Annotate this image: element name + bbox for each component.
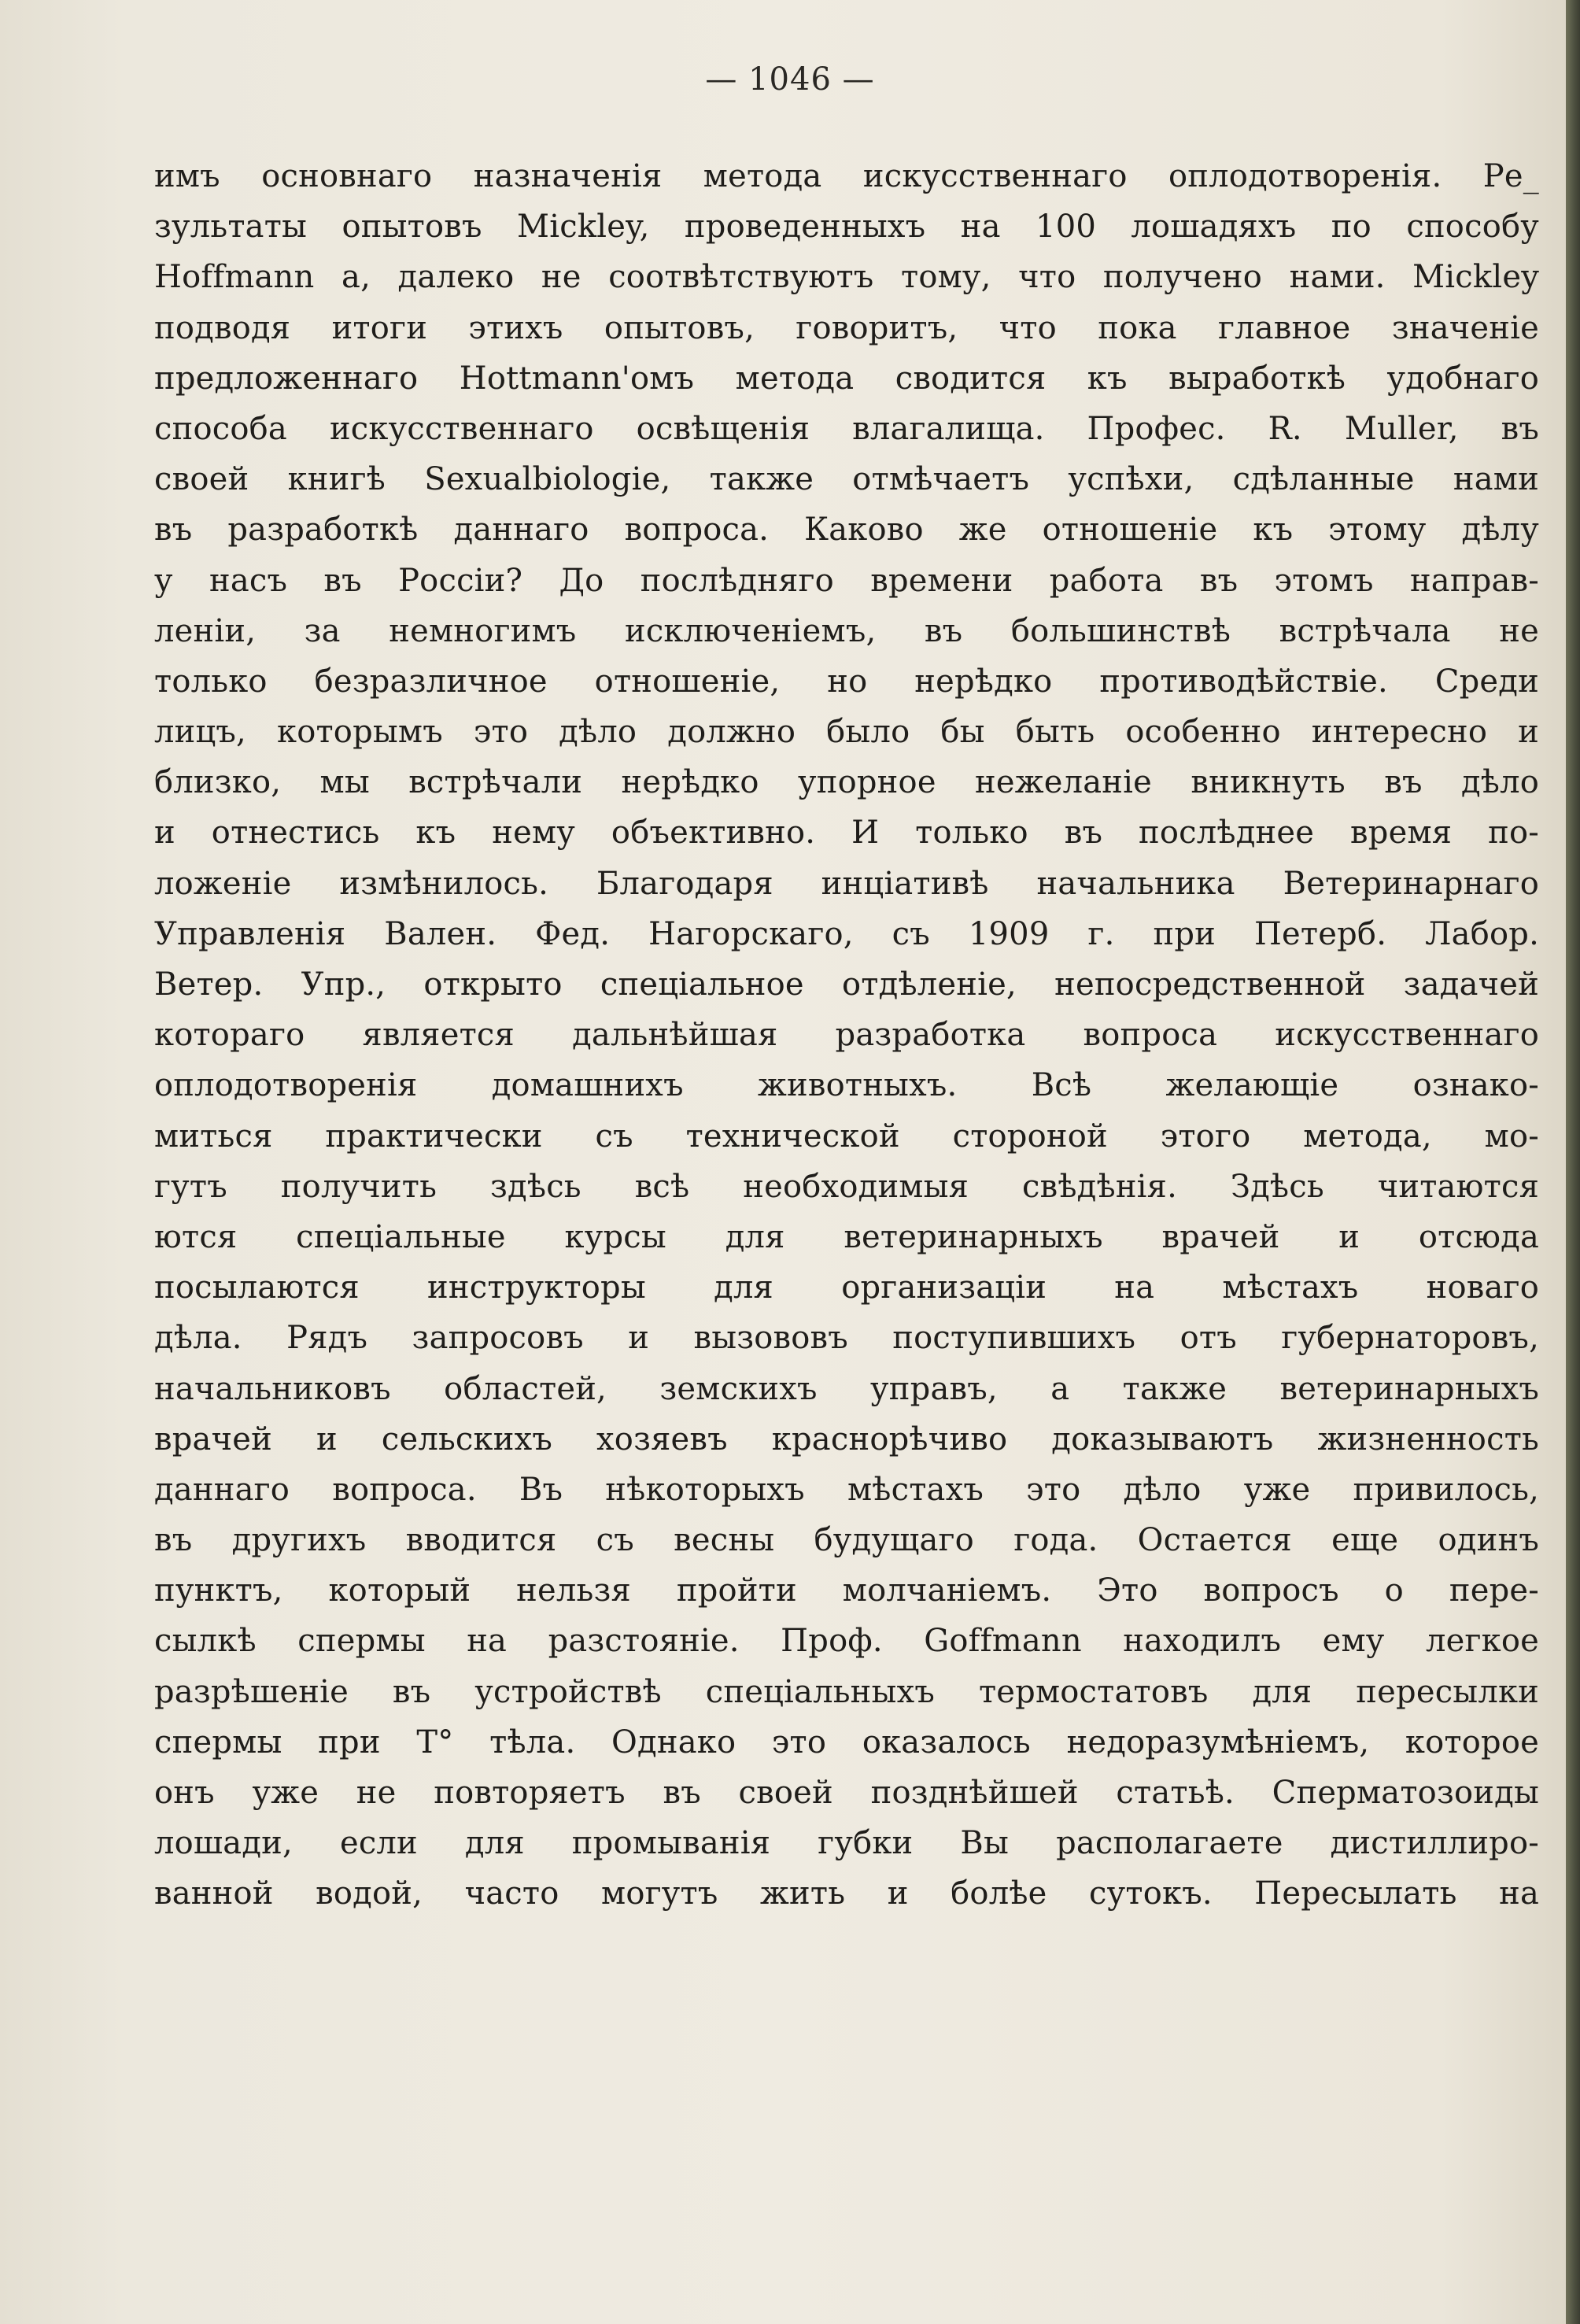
text-line: Управленія Вален. Фед. Нагорскаго, съ 1909 г. при Петерб. Лабор.: [154, 915, 1539, 952]
text-line: Ветер. Упр., открыто спеціальное отдѣленіе, непосредственной задачей: [154, 966, 1539, 1003]
text-line: близко, мы встрѣчали нерѣдко упорное нежеланіе вникнуть въ дѣло: [154, 764, 1539, 801]
text-line: даннаго вопроса. Въ нѣкоторыхъ мѣстахъ это дѣло уже привилось,: [154, 1471, 1539, 1508]
text-line: лицъ, которымъ это дѣло должно было бы быть особенно интересно и: [154, 714, 1539, 751]
text-line: миться практически съ технической стороной этого метода, мо-: [154, 1118, 1539, 1155]
text-line: зультаты опытовъ Mickley, проведенныхъ на 100 лошадяхъ по способу: [154, 209, 1539, 246]
text-line: леніи, за немногимъ исключеніемъ, въ большинствѣ встрѣчала не: [154, 612, 1539, 649]
text-line: ванной водой, часто могутъ жить и болѣе сутокъ. Пересылать на: [154, 1875, 1539, 1912]
text-line: ложеніе измѣнилось. Благодаря инціативѣ начальника Ветеринарнаго: [154, 865, 1539, 902]
text-line: посылаются инструкторы для организаціи на мѣстахъ новаго: [154, 1269, 1539, 1306]
page-binding-edge: [1566, 0, 1580, 2324]
text-line: предложеннаго Hottmann'омъ метода сводится къ выработкѣ удобнаго: [154, 360, 1539, 397]
text-line: сылкѣ спермы на разстояніе. Проф. Goffmann находилъ ему легкое: [154, 1623, 1539, 1660]
page-number: — 1046 —: [705, 61, 875, 98]
text-line: въ разработкѣ даннаго вопроса. Каково же отношеніе къ этому дѣлу: [154, 512, 1539, 549]
text-line: котораго является дальнѣйшая разработка вопроса искусственнаго: [154, 1017, 1539, 1054]
text-line: дѣла. Рядъ запросовъ и вызововъ поступившихъ отъ губернаторовъ,: [154, 1320, 1539, 1357]
text-line: врачей и сельскихъ хозяевъ краснорѣчиво доказываютъ жизненность: [154, 1421, 1539, 1458]
text-line: лошади, если для промыванія губки Вы располагаете дистиллиро-: [154, 1825, 1539, 1862]
text-line: пунктъ, который нельзя пройти молчаніемъ. Это вопросъ о пере-: [154, 1572, 1539, 1609]
text-line: разрѣшеніе въ устройствѣ спеціальныхъ термостатовъ для пересылки: [154, 1673, 1539, 1710]
text-line: способа искусственнаго освѣщенія влагалища. Профес. R. Muller, въ: [154, 410, 1539, 447]
text-line: ются спеціальные курсы для ветеринарныхъ врачей и отсюда: [154, 1218, 1539, 1255]
text-line: спермы при T° тѣла. Однако это оказалось недоразумѣніемъ, которое: [154, 1724, 1539, 1761]
text-line: своей книгѣ Sexualbiologie, также отмѣчаетъ успѣхи, сдѣланные нами: [154, 461, 1539, 498]
text-line: въ другихъ вводится съ весны будущаго года. Остается еще одинъ: [154, 1522, 1539, 1559]
text-line: подводя итоги этихъ опытовъ, говоритъ, что пока главное значеніе: [154, 309, 1539, 346]
body-text: [154, 151, 1539, 1919]
text-line: только безразличное отношеніе, но нерѣдко противодѣйствіе. Среди: [154, 663, 1539, 700]
text-line: имъ основнаго назначенія метода искусственнаго оплодотворенія. Ре_: [154, 158, 1539, 194]
text-line: начальниковъ областей, земскихъ управъ, а также ветеринарныхъ: [154, 1370, 1539, 1407]
text-line: оплодотворенія домашнихъ животныхъ. Всѣ желающіе ознако-: [154, 1067, 1539, 1104]
text-line: у насъ въ Россіи? До послѣдняго времени работа въ этомъ направ-: [154, 562, 1539, 599]
text-line: Hoffmann а, далеко не соотвѣтствуютъ тому, что получено нами. Mickley: [154, 259, 1539, 296]
text-line: онъ уже не повторяетъ въ своей позднѣйшей статьѣ. Сперматозоиды: [154, 1775, 1539, 1811]
text-line: и отнестись къ нему объективно. И только въ послѣднее время по-: [154, 815, 1539, 852]
text-line: гутъ получить здѣсь всѣ необходимыя свѣдѣнія. Здѣсь читаются: [154, 1168, 1539, 1205]
